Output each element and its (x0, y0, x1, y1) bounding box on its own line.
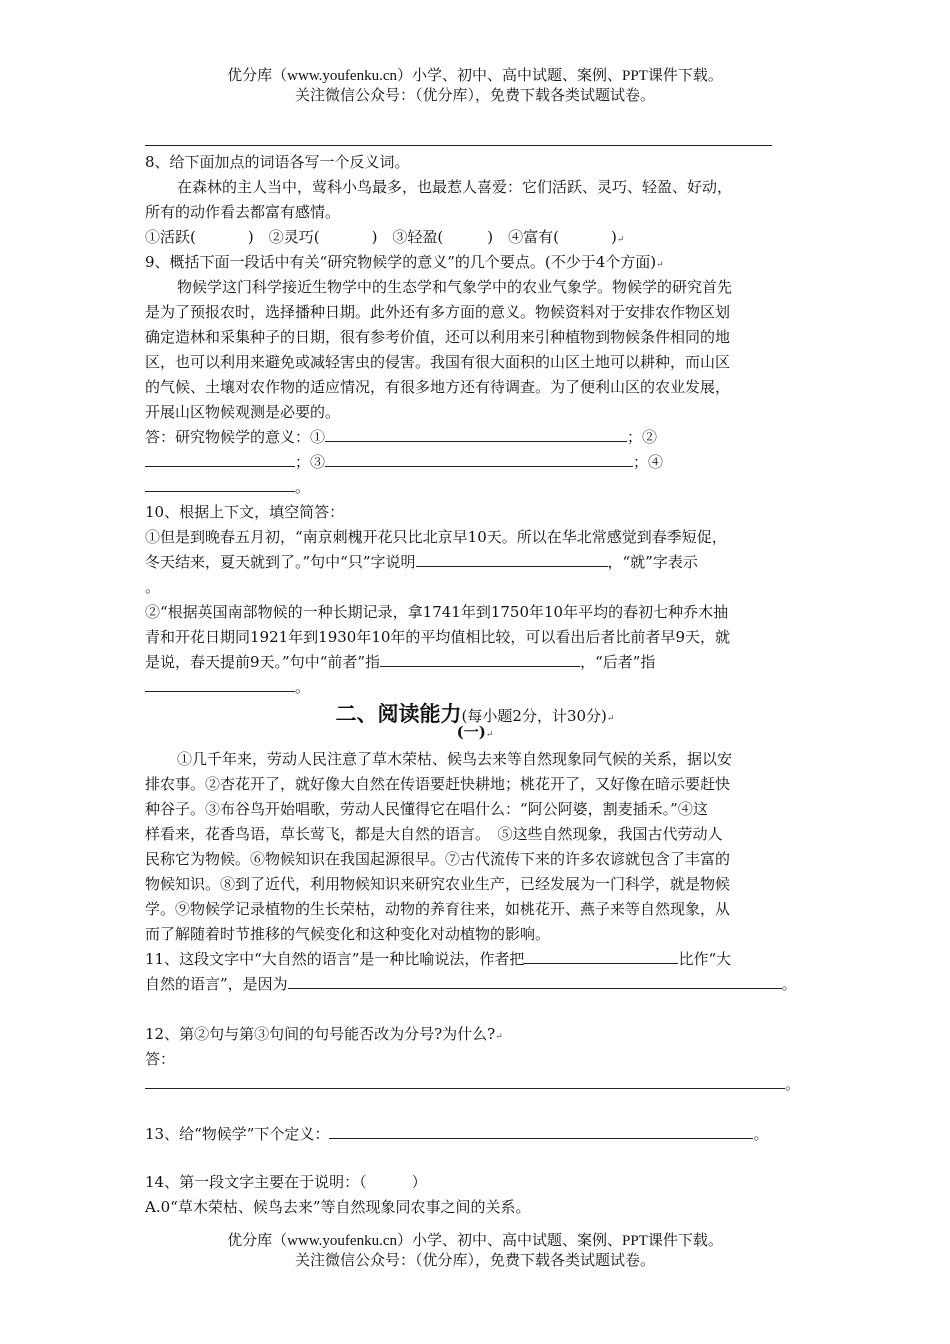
q11-blank-2[interactable] (288, 973, 782, 989)
q14-option-a: A.0“草木荣枯、候鸟去来”等自然现象同农事之间的关系。 (145, 1198, 531, 1216)
section-2-note: (每小题2分，计30分) (461, 707, 607, 725)
header-line-1: 优分库（www.youfenku.cn）小学、初中、高中试题、案例、PPT课件下载。 (227, 68, 723, 84)
section-2-title: 二、阅读能力 (335, 702, 462, 726)
q10-s2-line-1: ②“根据英国南部物候的一种长期记录，拿1741年到1750年10年平均的春初七种乔木抽 (145, 603, 729, 621)
q8-blank-3: ) ③轻盈( (371, 228, 444, 246)
q9-blank-1[interactable] (325, 426, 627, 442)
q9-passage-line-3: 确定造林和采集种子的日期，很有参考价值，还可以利用来引种植物到物候条件相同的地 (145, 328, 731, 346)
q9-title: 9、概括下面一段话中有关“研究物候学的意义”的几个要点。(不少于4个方面)↵ (145, 253, 664, 271)
passage-line-2: 排农事。②杏花开了，就好像大自然在传语要赶快耕地；桃花开了，又好像在暗示要赶快 (145, 775, 731, 793)
passage-line-6: 物候知识。⑧到了近代，利用物候知识来研究农业生产，已经发展为一门科学，就是物候 (145, 875, 731, 893)
passage-line-1: ①几千年来，劳动人民注意了草木荣枯、候鸟去来等自然现象同气候的关系，据以安 (177, 750, 733, 768)
q13-blank[interactable] (329, 1123, 753, 1139)
q11-line-2: 自然的语言”，是因为 。 (145, 975, 797, 993)
q9-passage-line-6: 开展山区物候观测是必要的。 (145, 403, 341, 421)
header-divider (145, 145, 772, 146)
footer-line-1: 优分库（www.youfenku.cn）小学、初中、高中试题、案例、PPT课件下载。 (227, 1233, 723, 1249)
q10-blank-2[interactable] (380, 651, 580, 667)
q9-blank-4[interactable] (145, 476, 295, 492)
q9-passage-line-4: 区，也可以利用来避免或减轻害虫的侵害。我国有很大面积的山区土地可以耕种，而山区 (145, 353, 731, 371)
q9-answer-line-3: 。 (145, 476, 810, 498)
q10-s1-line-3: 。 (145, 578, 161, 596)
q11-line-1: 11、这段文字中“大自然的语言”是一种比喻说法，作者把 比作“大 (145, 950, 732, 968)
q10-s1-line-1: ①但是到晚春五月初，“南京刺槐开花只比北京早10天。所以在华北常感觉到春季短促， (145, 528, 727, 546)
passage-line-7: 学。⑨物候学记录植物的生长荣枯，动物的养育往来，如桃花开、燕子来等自然现象，从 (145, 900, 731, 918)
passage-line-5: 民称它为物候。⑥物候知识在我国起源很早。⑦古代流传下来的许多农谚就包含了丰富的 (145, 850, 731, 868)
q10-s2-line-2: 青和开花日期同1921年到1930年10年的平均值相比较，可以看出后者比前者早9天，就 (145, 628, 730, 646)
q9-passage-line-5: 的气候、土壤对农作物的适应情况，有很多地方还有待调查。为了便利山区的农业发展， (145, 378, 731, 396)
q9-blank-2[interactable] (145, 451, 295, 467)
q11-blank-1[interactable] (524, 948, 678, 964)
q10-s2-line-4: 。 (145, 676, 810, 698)
footer-line-2: 关注微信公众号：（优分库），免费下载各类试题试卷。 (294, 1253, 655, 1269)
q10-s1-line-2: 冬天结来，夏天就到了。”句中“只”字说明 ，“就”字表示 (145, 553, 698, 571)
q10-blank-3[interactable] (145, 676, 295, 692)
passage-line-4: 样看来，花香鸟语，草长莺飞，都是大自然的语言。 ⑤这些自然现象，我国古代劳动人 (145, 825, 723, 843)
q8-blank-4: ) ④富有( (487, 228, 560, 246)
passage-line-8: 而了解随着时节推移的气候变化和这种变化对动植物的影响。 (145, 925, 551, 943)
q12-answer-label: 答： (145, 1050, 176, 1068)
passage-line-3: 种谷子。③布谷鸟开始唱歌，劳动人民懂得它在唱什么：“阿公阿婆，割麦插禾。”④这 (145, 800, 708, 818)
q9-blank-3[interactable] (325, 451, 633, 467)
q9-passage-line-1: 物候学这门科学接近生物学中的生态学和气象学中的农业气象学。物候学的研究首先 (177, 278, 733, 296)
q9-answer-line-2: ；③ ；④ (145, 451, 810, 473)
q9-passage-line-2: 是为了预报农时，选择播种日期。此外还有多方面的意义。物候资料对于安排农作物区划 (145, 303, 731, 321)
q10-title: 10、根据上下文，填空简答： (145, 503, 345, 521)
q9-answer-line-1: 答：研究物候学的意义：① ；② (145, 428, 658, 446)
q13-line: 13、给“物候学”下个定义： 。 (145, 1125, 769, 1143)
q8-text-line-2: 所有的动作看去都富有感情。 (145, 203, 341, 221)
q10-s2-line-3: 是说，春天提前9天。”句中“前者”指 ，“后者”指 (145, 653, 656, 671)
q8-blank-close: ) (611, 228, 617, 246)
q10-blank-1[interactable] (416, 551, 608, 567)
q8-title: 8、给下面加点的词语各写一个反义词。 (145, 153, 410, 171)
section-2-heading: 二、阅读能力(每小题2分，计30分)↵ (335, 702, 615, 726)
section-2-subheading: (一)↵ (456, 723, 494, 741)
q8-text-line-1: 在森林的主人当中，莺科小鸟最多，也最惹人喜爱：它们活跃、灵巧、轻盈、好动， (177, 178, 733, 196)
q12-blank[interactable] (145, 1073, 785, 1089)
q8-answer-row: ①活跃( ) ②灵巧( ) ③轻盈( ) ④富有( )↵ (145, 228, 625, 246)
header-line-2: 关注微信公众号：（优分库），免费下载各类试题试卷。 (294, 88, 655, 104)
q8-blank-2: ) ②灵巧( (247, 228, 320, 246)
q8-blank-1: ①活跃( (145, 228, 196, 246)
q12-answer-line: 。 (145, 1073, 810, 1095)
q14-title: 14、第一段文字主要在于说明：（ ） (145, 1173, 427, 1191)
q12-title: 12、第②句与第③句间的句号能否改为分号?为什么?↵ (145, 1025, 503, 1043)
